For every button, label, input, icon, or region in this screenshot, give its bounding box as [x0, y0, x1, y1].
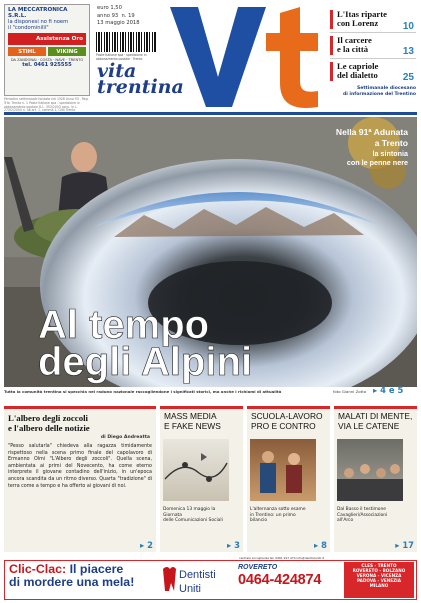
story-scuola-page-num: 8: [321, 540, 327, 550]
price: euro 1,50: [97, 5, 122, 11]
dentisti-word: Dentisti: [179, 569, 216, 581]
dentisti-contact-strip: centrale accoglienza tel. 0461 917 474 info@dentistuniti.it: [239, 556, 325, 560]
stihl-logo: STIHL: [8, 47, 46, 56]
story-malati-blurb: [337, 507, 399, 524]
story-scuola-blurb-1: L'alternanza sotto esame: [250, 507, 306, 512]
hero-title-line2: degli Alpini: [38, 340, 253, 384]
story-mass-media-kicker-1: MASS MEDIA: [164, 411, 217, 421]
person-body-1: [260, 463, 276, 493]
hero-overline-4: con le penne nere: [346, 158, 408, 167]
right-story-2-title-line1: Il carcere: [337, 35, 372, 45]
audience-head-4: [390, 464, 400, 474]
dentisti-cities: CLES - TRENTO ROVERETO - BOLZANO VERONA - VICENZA PADOVA - VENEZIA MILANO: [344, 562, 414, 598]
ad-company: LA MECCATRONICA S.R.L.: [8, 7, 68, 19]
story-mass-media-blurb-2: delle Comunicazioni Sociali: [163, 518, 223, 524]
right-story-2-page: 13: [402, 46, 414, 57]
tooth-icon: [163, 567, 176, 591]
hero-overline-3: la sintonia: [372, 149, 408, 158]
story-mass-media[interactable]: [160, 406, 243, 552]
tagline-line1: Settimanale diocesano: [356, 86, 416, 91]
wire-path: [165, 463, 227, 479]
hero-overline-1: Nella 91ª Adunata: [335, 127, 408, 137]
ad-phone: tel. 0461 925555: [22, 62, 72, 69]
story-mass-media-blurb-1: Domenica 13 maggio la Giornata: [163, 507, 216, 518]
clic-clac-ad[interactable]: [9, 563, 134, 589]
hero-illustration: [4, 117, 417, 387]
hero-photo[interactable]: [4, 117, 417, 387]
story-malati-kicker-1: MALATI DI MENTE,: [338, 411, 413, 421]
audience-bodies: [337, 479, 403, 501]
story-malati-page-num: 17: [402, 540, 414, 550]
workers-photo-icon: [250, 439, 316, 501]
rovereto-city: ROVERETO: [238, 564, 278, 571]
tagline-line2: di informazione del Trentino: [342, 91, 416, 97]
clic-clac-slogan-1: Il piacere: [66, 562, 124, 576]
rovereto-phone: 0464-424874: [238, 572, 322, 588]
divider: [330, 58, 416, 59]
story-albero-page[interactable]: ▸ 2: [140, 540, 153, 550]
story-albero-title-line1: L'albero degli zoccoli: [8, 413, 88, 423]
hero-overline-2: a Trento: [374, 138, 408, 148]
story-scuola-kicker-2: PRO E CONTRO: [251, 420, 316, 431]
vt-logo: [166, 3, 326, 109]
masthead-trentina: trentina: [97, 76, 184, 98]
story-malati-blurb-1: Dal Basso il testimone: [337, 507, 386, 512]
person-body-2: [286, 465, 302, 493]
wire-knot-2: [206, 476, 212, 482]
uniti-word: Uniti: [179, 583, 202, 595]
clic-clac-brand: Clic-Clac:: [9, 562, 67, 576]
viking-logo: VIKING: [48, 47, 86, 56]
story-albero-page-num: 2: [147, 540, 153, 550]
person-head-2: [288, 453, 300, 465]
ad-line1: la disponesi no fi noem: [8, 19, 69, 25]
mass-media-thumbnail: [163, 439, 229, 501]
masthead-small-print: Periodico settimanale fondato nel 1926 Anno 93 - Reg. Trib. Trento n. 1 Poste Italiane spa - spedizione in abbonamento postale D.L. 353/2003 conv. in L. 27/02/2004 n. 46 art. 1, comma 1, CNS Trento: [4, 97, 89, 113]
audience-head-2: [360, 464, 370, 474]
story-scuola-page[interactable]: ▸ 8: [314, 540, 327, 550]
rovereto-ad[interactable]: [238, 563, 338, 588]
masthead-meta: [97, 5, 140, 28]
story-malati-blurb-2: Cavaglieri/Associazioni all'Arco: [337, 512, 388, 524]
issue-date: 13 maggio 2018: [97, 20, 140, 26]
story-scuola-blurb: [250, 507, 312, 524]
story-mass-media-page-num: 3: [234, 540, 240, 550]
story-scuola-lavoro[interactable]: [247, 406, 330, 552]
hero-title-line1: Al tempo: [38, 303, 210, 347]
ad-address: DA ZANDONAI · COSTA · NAVE · TRENTO: [10, 58, 84, 62]
vt-logo-v: [170, 7, 266, 107]
masthead-rule: [4, 112, 417, 115]
story-albero[interactable]: [4, 406, 156, 552]
divider: [330, 32, 416, 33]
clic-clac-slogan-2: di mordere una mela!: [9, 575, 135, 589]
top-left-ad[interactable]: [4, 4, 90, 96]
hero-pages: 4 e 5: [380, 385, 404, 395]
story-mass-media-blurb: [163, 507, 225, 524]
ad-assistance: Assistenza Oro: [35, 36, 83, 42]
audience-photo-icon: [337, 439, 403, 501]
right-story-3-title-line2: del dialetto: [337, 70, 378, 81]
story-malati-page[interactable]: ▸ 17: [395, 540, 414, 550]
right-story-3-title-line1: Le capriole: [337, 61, 379, 71]
story-malati[interactable]: [334, 406, 417, 552]
story-malati-kicker-2: VIA LE CATENE: [338, 420, 400, 431]
story-scuola-blurb-2: in Trentino: un primo bilancio: [250, 512, 296, 524]
story-mass-media-kicker-2: E FAKE NEWS: [164, 420, 221, 431]
ad-assistance-banner: [8, 33, 86, 45]
postal-notice: Poste Italiane spa · spedizione in abbonamento postale · Trento: [96, 53, 147, 61]
wire-knot-1: [182, 462, 188, 468]
right-story-1-title-line2: con Lorenz: [337, 18, 379, 29]
audience-head-1: [344, 468, 354, 478]
right-story-1-page: 10: [402, 21, 414, 32]
year: anno 93: [97, 12, 119, 19]
barbed-wire-icon: [163, 439, 229, 501]
tagline: [318, 86, 416, 97]
hero-page-ref[interactable]: ▸ 4 e 5: [373, 385, 404, 395]
photo-credit: foto Gianni Zotta: [333, 389, 367, 394]
masthead-vita: vita: [97, 60, 137, 82]
story-albero-author: di Diego Andreatta: [100, 435, 150, 440]
ad-line2: il "condominilli": [8, 25, 49, 31]
right-story-3-page: 25: [402, 72, 414, 83]
vt-logo-t: [266, 7, 318, 108]
barcode: [96, 32, 156, 52]
person-head-1: [262, 451, 274, 463]
story-albero-body: "Pesso salutarla" chiedeva alla ragazza timidamente rispettoso nella scena primo finale del capolavoro di Ermanno Olmi "L'Albero degli zoccoli". Quella scena, ambientata ai primi del Novecento, ha come eterno interprete il giovane contadino dell'inizio, in un'epoca ancora scandita da un ritmo diverso. Quarta "tradizione" di terra come a tempo e ha offerto ai giovani di noi.: [8, 444, 152, 489]
right-story-1-title-line1: L'Itas riparte: [337, 9, 387, 19]
story-scuola-kicker-1: SCUOLA-LAVORO: [251, 411, 323, 421]
bird-silhouette: [201, 453, 207, 461]
dentisti-uniti-logo[interactable]: [161, 563, 219, 597]
man-head: [71, 142, 97, 172]
audience-head-3: [376, 468, 386, 478]
malati-thumbnail: [337, 439, 403, 501]
story-albero-title-line2: e l'albero delle notizie: [8, 423, 90, 433]
issue-number: n. 19: [121, 12, 135, 19]
scuola-thumbnail: [250, 439, 316, 501]
hero-caption: Tutta la comunità trentina si specchia nel raduno nazionale raccogliendone i significati storici, ma anche i richiami di attualità: [4, 389, 282, 394]
right-story-2-title-line2: e la città: [337, 44, 369, 55]
story-mass-media-page[interactable]: ▸ 3: [227, 540, 240, 550]
